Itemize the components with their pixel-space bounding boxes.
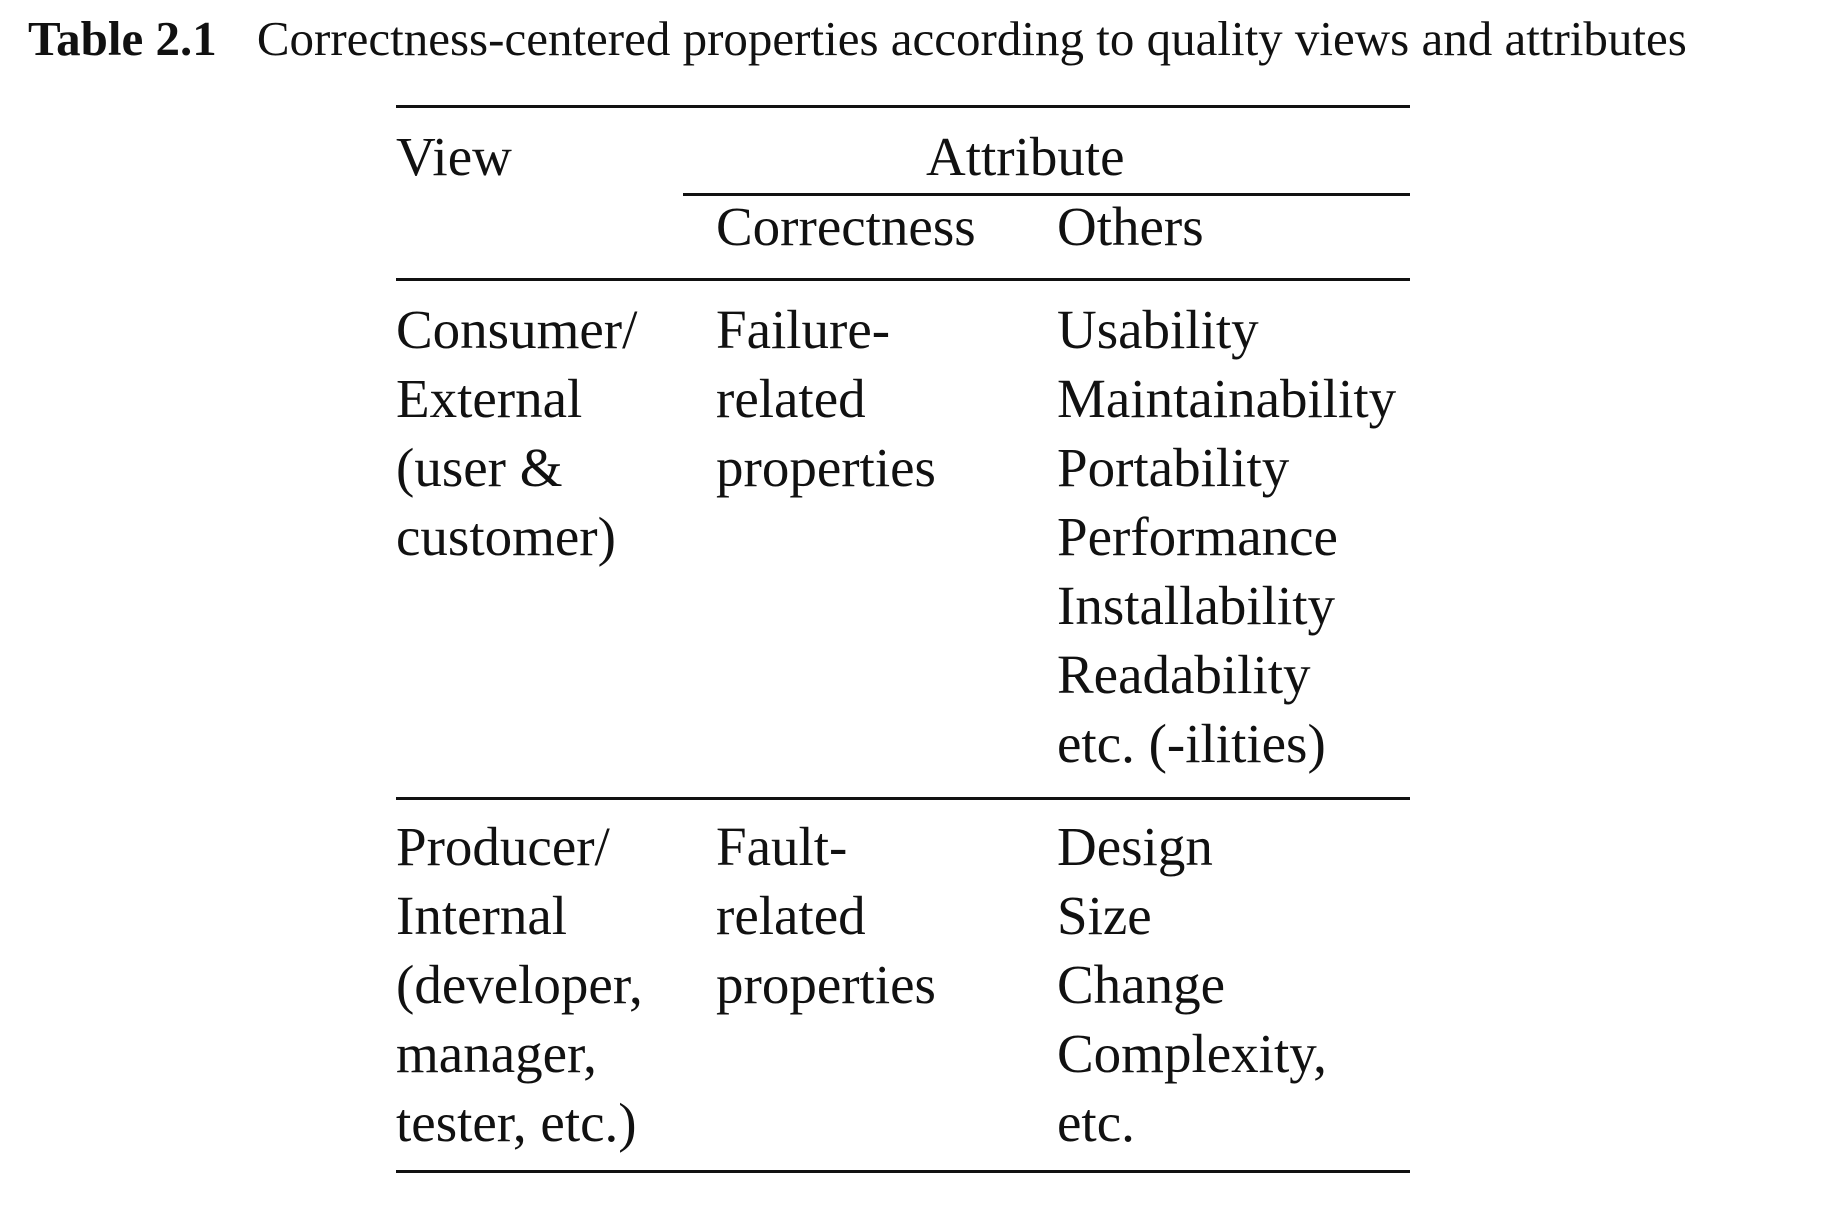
- cell-line: Fault-: [716, 816, 848, 877]
- cell-line: (user &: [396, 437, 563, 498]
- cell-line: Portability: [1057, 437, 1290, 498]
- cell-line: Size: [1057, 885, 1152, 946]
- header-rule: [396, 278, 1410, 281]
- cell-line: Change: [1057, 954, 1226, 1015]
- cell-line: customer): [396, 506, 616, 567]
- header-correctness: Correctness: [716, 196, 976, 257]
- cell-line: External: [396, 368, 583, 429]
- cell-line: (developer,: [396, 954, 643, 1015]
- cell-line: properties: [716, 954, 936, 1015]
- cell-line: Performance: [1057, 506, 1338, 567]
- cell-line: Producer/: [396, 816, 610, 877]
- table-number: Table 2.1: [28, 11, 217, 66]
- cell-line: properties: [716, 437, 936, 498]
- cell-line: manager,: [396, 1023, 597, 1084]
- header-others: Others: [1057, 196, 1204, 257]
- header-view: View: [396, 126, 512, 187]
- cell-line: Failure-: [716, 299, 891, 360]
- row-consumer-correctness: [716, 295, 936, 502]
- header-attribute: Attribute: [926, 126, 1125, 187]
- cell-line: Installability: [1057, 575, 1336, 636]
- cell-line: etc. (-ilities): [1057, 713, 1326, 774]
- cell-line: related: [716, 368, 866, 429]
- cell-line: Internal: [396, 885, 568, 946]
- row-producer-view: [396, 812, 643, 1157]
- bottom-rule: [396, 1170, 1410, 1173]
- cell-line: Design: [1057, 816, 1213, 877]
- cell-line: Usability: [1057, 299, 1259, 360]
- row-consumer-view: [396, 295, 637, 571]
- row-consumer-others: [1057, 295, 1396, 778]
- cell-line: Complexity,: [1057, 1023, 1327, 1084]
- cell-line: Maintainability: [1057, 368, 1397, 429]
- row-rule: [396, 797, 1410, 800]
- cell-line: tester, etc.): [396, 1092, 637, 1153]
- cell-line: related: [716, 885, 866, 946]
- cell-line: etc.: [1057, 1092, 1135, 1153]
- cell-line: Consumer/: [396, 299, 638, 360]
- cell-line: Readability: [1057, 644, 1311, 705]
- table-caption: [28, 10, 1687, 67]
- table-title: Correctness-centered properties according to quality views and attributes: [256, 11, 1687, 66]
- row-producer-correctness: [716, 812, 936, 1019]
- row-producer-others: [1057, 812, 1327, 1157]
- top-rule: [396, 105, 1410, 108]
